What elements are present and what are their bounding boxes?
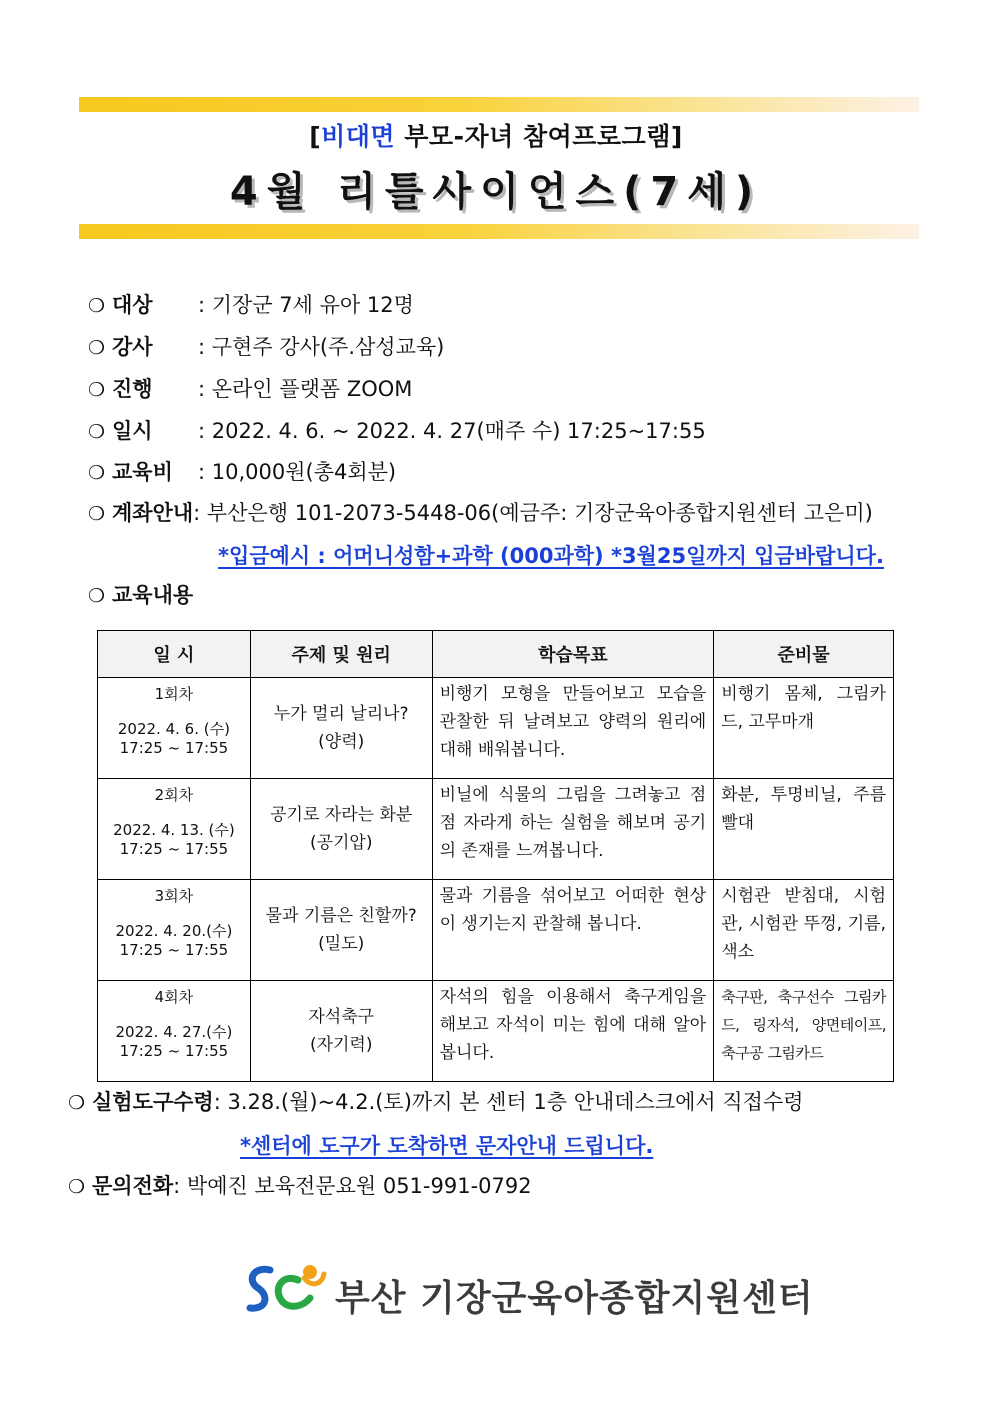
bullet-icon: ❍ [68, 1176, 86, 1198]
info-method [88, 375, 412, 404]
goal-cell: 자석의 힘을 이용해서 축구게임을 해보고 자석이 미는 힘에 대해 알아봅니다. [432, 981, 714, 1082]
center-logo-icon [240, 1258, 330, 1322]
info-account [88, 499, 873, 528]
info-value: : 기장군 7세 유아 12명 [198, 293, 414, 317]
session-date-cell: 2회차 2022. 4. 13. (수) 17:25 ~ 17:55 [98, 779, 251, 880]
session-date-cell: 3회차 2022. 4. 20.(수) 17:25 ~ 17:55 [98, 880, 251, 981]
bullet-icon: ❍ [88, 585, 106, 607]
info-label: 대상 [112, 293, 153, 317]
table-row [98, 880, 894, 981]
bullet-icon: ❍ [68, 1092, 86, 1114]
info-label: 진행 [112, 377, 153, 401]
header-top-bar [79, 97, 919, 112]
materials-cell: 시험관 받침대, 시험관, 시험관 뚜껑, 기름, 색소 [714, 880, 894, 981]
info-label: 문의전화 [92, 1174, 174, 1198]
info-fee [88, 458, 396, 487]
info-target [88, 291, 414, 320]
info-value: : 온라인 플랫폼 ZOOM [198, 377, 413, 401]
bullet-icon: ❍ [88, 295, 106, 317]
info-label: 일시 [112, 419, 153, 443]
info-value: : 구현주 강사(주.삼성교육) [198, 335, 445, 359]
info-label: 계좌안내 [112, 501, 194, 525]
goal-cell: 비닐에 식물의 그림을 그려놓고 점점 자라게 하는 실험을 해보며 공기의 존재를 느껴봅니다. [432, 779, 714, 880]
goal-cell: 물과 기름을 섞어보고 어떠한 현상이 생기는지 관찰해 봅니다. [432, 880, 714, 981]
table-header-goal: 학습목표 [432, 631, 714, 678]
page-title: 4월 리틀사이언스(7세) [229, 169, 763, 215]
info-pickup [68, 1088, 804, 1117]
materials-cell: 축구판, 축구선수 그림카드, 링자석, 양면테이프, 축구공 그림카드 [714, 981, 894, 1082]
info-instructor [88, 333, 444, 362]
table-header-materials: 준비물 [714, 631, 894, 678]
info-value: : 10,000원(총4회분) [198, 460, 397, 484]
center-name: 부산 기장군육아종합지원센터 [335, 1278, 814, 1319]
pickup-note: *센터에 도구가 도착하면 문자안내 드립니다. [240, 1134, 654, 1158]
table-row [98, 981, 894, 1082]
subtitle-highlight: 비대면 [321, 122, 396, 151]
deposit-note: *입금예시 : 어머니성함+과학 (000과학) *3월25일까지 입금바랍니다. [218, 544, 884, 568]
bullet-icon: ❍ [88, 379, 106, 401]
info-value: : 2022. 4. 6. ~ 2022. 4. 27(매주 수) 17:25~17:55 [198, 419, 706, 443]
bullet-icon: ❍ [88, 337, 106, 359]
goal-cell: 비행기 모형을 만들어보고 모습을 관찰한 뒤 날려보고 양력의 원리에 대해 배워봅니다. [432, 678, 714, 779]
topic-cell: 누가 멀리 날리나? (양력) [250, 678, 432, 779]
topic-cell: 공기로 자라는 화분 (공기압) [250, 779, 432, 880]
info-label: 교육비 [112, 460, 173, 484]
info-content [88, 581, 193, 610]
bullet-icon: ❍ [88, 503, 106, 525]
session-date-cell: 4회차 2022. 4. 27.(수) 17:25 ~ 17:55 [98, 981, 251, 1082]
table-header-topic: 주제 및 원리 [250, 631, 432, 678]
info-label: 강사 [112, 335, 153, 359]
info-schedule [88, 417, 706, 446]
table-header-row [98, 631, 894, 678]
table-header-date: 일 시 [98, 631, 251, 678]
info-value: : 박예진 보육전문요원 051-991-0792 [173, 1174, 532, 1198]
table-row [98, 779, 894, 880]
materials-cell: 비행기 몸체, 그림카드, 고무마개 [714, 678, 894, 779]
info-label: 실험도구수령 [92, 1090, 214, 1114]
session-date-cell: 1회차 2022. 4. 6. (수) 17:25 ~ 17:55 [98, 678, 251, 779]
schedule-table [97, 630, 894, 1082]
header-bottom-bar [79, 224, 919, 239]
topic-cell: 자석축구 (자기력) [250, 981, 432, 1082]
info-contact [68, 1172, 532, 1201]
info-label: 교육내용 [112, 583, 194, 607]
topic-cell: 물과 기름은 친할까? (밀도) [250, 880, 432, 981]
center-logo [240, 1258, 814, 1328]
bullet-icon: ❍ [88, 462, 106, 484]
page-subtitle: [비대면 부모-자녀 참여프로그램] [309, 122, 683, 151]
bullet-icon: ❍ [88, 421, 106, 443]
table-row [98, 678, 894, 779]
info-value: : 부산은행 101-2073-5448-06(예금주: 기장군육아종합지원센터 고은미) [193, 501, 873, 525]
materials-cell: 화분, 투명비닐, 주름빨대 [714, 779, 894, 880]
info-value: : 3.28.(월)~4.2.(토)까지 본 센터 1층 안내데스크에서 직접수령 [213, 1090, 804, 1114]
